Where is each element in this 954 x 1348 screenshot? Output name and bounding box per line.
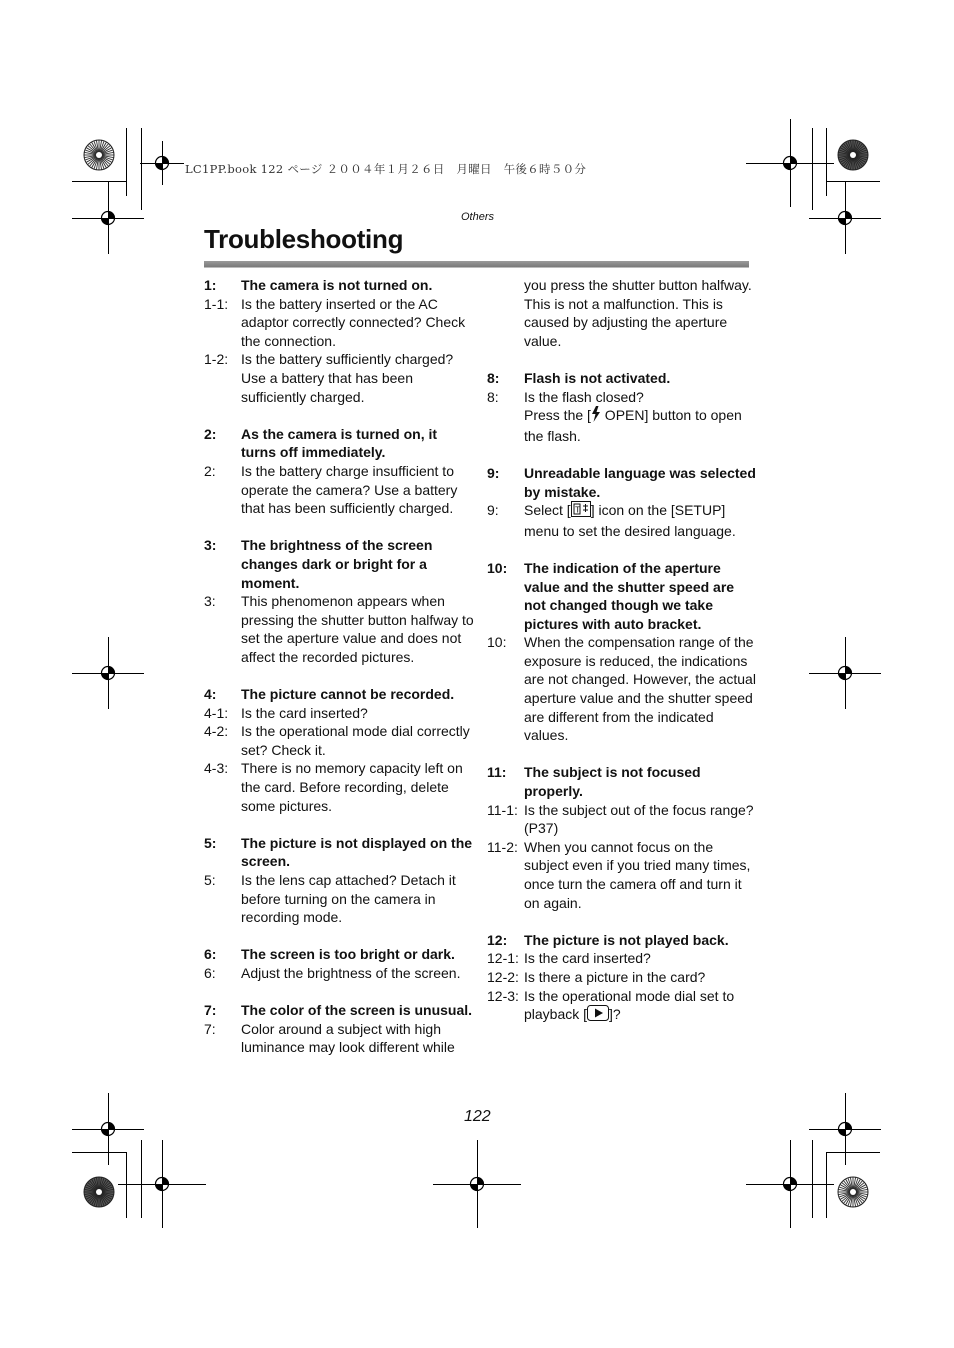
troubleshooting-heading xyxy=(487,559,757,633)
registration-target-icon xyxy=(100,1121,116,1137)
item-number: 11: xyxy=(487,764,507,781)
registration-target-icon xyxy=(782,155,798,171)
crop-line-v xyxy=(812,128,813,210)
troubleshooting-item xyxy=(487,949,757,968)
left-column xyxy=(204,276,474,1057)
item-text: Is the card inserted? xyxy=(241,704,368,721)
item-number: 4-3: xyxy=(204,760,229,777)
item-text xyxy=(524,406,757,445)
troubleshooting-heading xyxy=(487,931,757,950)
troubleshooting-item xyxy=(204,722,474,759)
troubleshooting-item xyxy=(204,1020,474,1057)
item-number: 2: xyxy=(204,425,217,442)
item-text: Color around a subject with high luminance may look different while xyxy=(241,1020,455,1056)
entry-gap xyxy=(204,927,474,946)
item-number: 11-2: xyxy=(487,838,518,855)
playback-icon xyxy=(587,1005,609,1026)
item-text: Is the battery inserted or the AC adaptor correctly connected? Check the connection. xyxy=(241,295,466,349)
item-number: 1: xyxy=(204,277,217,293)
item-text: Is there a picture in the card? xyxy=(524,968,706,985)
troubleshooting-heading xyxy=(204,425,474,462)
item-text: Is the subject out of the focus range? (P37) xyxy=(524,801,754,837)
troubleshooting-item xyxy=(204,295,474,351)
item-number: 4: xyxy=(204,686,217,703)
troubleshooting-item xyxy=(487,838,757,912)
registration-target-icon xyxy=(837,210,853,226)
item-text: Is the flash closed? xyxy=(524,388,644,405)
crop-line-h xyxy=(826,1152,880,1153)
troubleshooting-heading xyxy=(487,464,757,501)
troubleshooting-heading xyxy=(204,276,474,295)
heading-text: The picture cannot be recorded. xyxy=(241,686,455,703)
color-register-star-icon xyxy=(83,1176,115,1208)
item-number: 8: xyxy=(487,369,500,386)
troubleshooting-heading xyxy=(204,945,474,964)
item-number: 7: xyxy=(204,1020,216,1037)
book-header-line: LC1PP.book 122 ページ ２００４年１月２６日 月曜日 午後６時５０分 xyxy=(185,162,587,176)
registration-target-icon xyxy=(469,1176,485,1192)
troubleshooting-heading xyxy=(487,763,757,800)
troubleshooting-item xyxy=(204,704,474,723)
heading-text: The color of the screen is unusual. xyxy=(241,1002,473,1019)
item-text-after: OPEN] button to open the flash. xyxy=(524,407,742,444)
registration-target-icon xyxy=(782,1176,798,1192)
entry-gap xyxy=(487,350,757,369)
troubleshooting-heading xyxy=(204,834,474,871)
item-number: 12-2: xyxy=(487,968,519,985)
troubleshooting-item xyxy=(487,388,757,407)
troubleshooting-heading xyxy=(204,1001,474,1020)
heading-text: The picture is not displayed on the screen. xyxy=(241,834,473,870)
troubleshooting-item xyxy=(204,592,474,666)
crop-line-v xyxy=(826,1152,827,1218)
item-text-before: Press the [ xyxy=(524,407,591,424)
entry-gap xyxy=(204,666,474,685)
item-number: 4-2: xyxy=(204,723,229,740)
entry-gap xyxy=(204,518,474,537)
entry-gap xyxy=(204,815,474,834)
crop-line-h xyxy=(72,181,126,182)
heading-text: The subject is not focused properly. xyxy=(524,764,701,800)
item-number: 5: xyxy=(204,834,217,851)
item-number xyxy=(487,276,524,350)
registration-target-icon xyxy=(837,665,853,681)
crop-line-v xyxy=(812,1140,813,1218)
registration-target-icon xyxy=(154,1176,170,1192)
troubleshooting-item xyxy=(487,633,757,745)
item-number: 8: xyxy=(487,388,499,405)
heading-text: As the camera is turned on, it turns off immediately. xyxy=(241,425,438,461)
item-number: 12-1: xyxy=(487,950,519,967)
item-text-before: Is the operational mode dial set to playback [ xyxy=(524,987,735,1023)
registration-target-icon xyxy=(154,155,170,171)
item-number: 12-3: xyxy=(487,987,519,1004)
item-text-before: Select [ xyxy=(524,502,571,519)
item-text xyxy=(524,501,757,540)
item-number: 10: xyxy=(487,634,507,651)
item-text: you press the shutter button halfway. This is not a malfunction. This is caused by adjusting the aperture value. xyxy=(524,277,752,349)
registration-target-icon xyxy=(100,665,116,681)
item-number: 9: xyxy=(487,464,500,481)
color-register-star-icon xyxy=(83,139,115,171)
item-text: When you cannot focus on the subject even if you tried many times, once turn the camera off and turn it on again. xyxy=(524,838,751,911)
crop-line-h xyxy=(72,1152,126,1153)
item-number: 6: xyxy=(204,964,216,981)
troubleshooting-heading xyxy=(204,536,474,592)
flash-icon xyxy=(591,406,601,427)
item-number: 11-1: xyxy=(487,801,518,818)
section-label: Others xyxy=(461,211,495,223)
entry-gap xyxy=(487,745,757,764)
crop-line-v xyxy=(141,128,142,210)
troubleshooting-item xyxy=(487,406,757,445)
entry-gap xyxy=(487,445,757,464)
entry-gap xyxy=(487,912,757,931)
heading-text: The brightness of the screen changes dark or bright for a moment. xyxy=(241,537,433,591)
item-text: Adjust the brightness of the screen. xyxy=(241,964,461,981)
item-text: When the compensation range of the exposure is reduced, the indications are not changed. However, the actual aperture value and the shutter speed are different from the indicated values. xyxy=(524,634,756,744)
item-text: There is no memory capacity left on the card. Before recording, delete some pictures. xyxy=(241,760,463,814)
item-number: 2: xyxy=(204,462,216,479)
item-number xyxy=(487,406,524,445)
item-number: 7: xyxy=(204,1002,217,1019)
item-number: 3: xyxy=(204,537,217,554)
heading-text: The screen is too bright or dark. xyxy=(241,946,455,963)
heading-text: The picture is not played back. xyxy=(524,931,729,948)
item-text: Is the operational mode dial correctly set? Check it. xyxy=(241,723,470,758)
item-number: 12: xyxy=(487,931,508,948)
entry-gap xyxy=(204,406,474,425)
heading-text: The indication of the aperture value and the shutter speed are not changed though we take pictures with auto bracket. xyxy=(524,559,735,632)
crop-line-v xyxy=(141,1140,142,1218)
setup-menu-icon xyxy=(571,501,591,522)
item-text: This phenomenon appears when pressing the shutter button halfway to set the aperture value and does not affect the recorded pictures. xyxy=(241,593,474,665)
item-text: Is the card inserted? xyxy=(524,950,651,967)
right-column xyxy=(487,276,757,1026)
page-number: 122 xyxy=(464,1108,491,1125)
page-title: Troubleshooting xyxy=(204,224,404,254)
item-number: 10: xyxy=(487,559,508,576)
entry-gap xyxy=(204,983,474,1002)
title-rule xyxy=(204,261,749,267)
item-text: Is the battery sufficiently charged? Use a battery that has been sufficiently charged. xyxy=(241,351,454,405)
item-number: 3: xyxy=(204,593,216,610)
troubleshooting-item xyxy=(204,759,474,815)
troubleshooting-item xyxy=(204,964,474,983)
heading-text: Flash is not activated. xyxy=(524,369,671,386)
item-number: 1-2: xyxy=(204,351,229,368)
heading-text: The camera is not turned on. xyxy=(241,277,433,293)
troubleshooting-item xyxy=(204,350,474,406)
color-register-star-icon xyxy=(837,139,869,171)
item-number: 6: xyxy=(204,946,217,963)
svg-text:T: T xyxy=(574,505,580,515)
troubleshooting-heading xyxy=(204,685,474,704)
crop-line-v xyxy=(826,128,827,196)
item-text-after: ]? xyxy=(609,1006,621,1023)
item-text-after: ] icon on the [SETUP] menu to set the desired language. xyxy=(524,502,736,539)
crop-line-h xyxy=(826,181,880,182)
entry-gap xyxy=(487,540,757,559)
item-number: 4-1: xyxy=(204,704,229,721)
item-number: 1-1: xyxy=(204,295,229,312)
color-register-star-icon xyxy=(837,1176,869,1208)
troubleshooting-item xyxy=(204,462,474,518)
registration-target-icon xyxy=(837,1121,853,1137)
crop-line-v xyxy=(126,1152,127,1218)
item-text xyxy=(524,987,757,1026)
registration-target-icon xyxy=(100,210,116,226)
heading-text: Unreadable language was selected by mistake. xyxy=(524,464,756,500)
troubleshooting-item xyxy=(487,801,757,838)
troubleshooting-item xyxy=(487,968,757,987)
item-text: Is the battery charge insufficient to operate the camera? Use a battery that has been sufficiently charged. xyxy=(241,462,458,517)
troubleshooting-item xyxy=(487,276,757,350)
item-number: 9: xyxy=(487,502,499,519)
troubleshooting-item xyxy=(487,987,757,1026)
troubleshooting-item xyxy=(487,501,757,540)
item-text: Is the lens cap attached? Detach it before turning on the camera in recording mode. xyxy=(241,872,456,926)
troubleshooting-item xyxy=(204,871,474,927)
crop-line-v xyxy=(126,128,127,196)
troubleshooting-heading xyxy=(487,369,757,388)
item-number: 5: xyxy=(204,872,216,888)
